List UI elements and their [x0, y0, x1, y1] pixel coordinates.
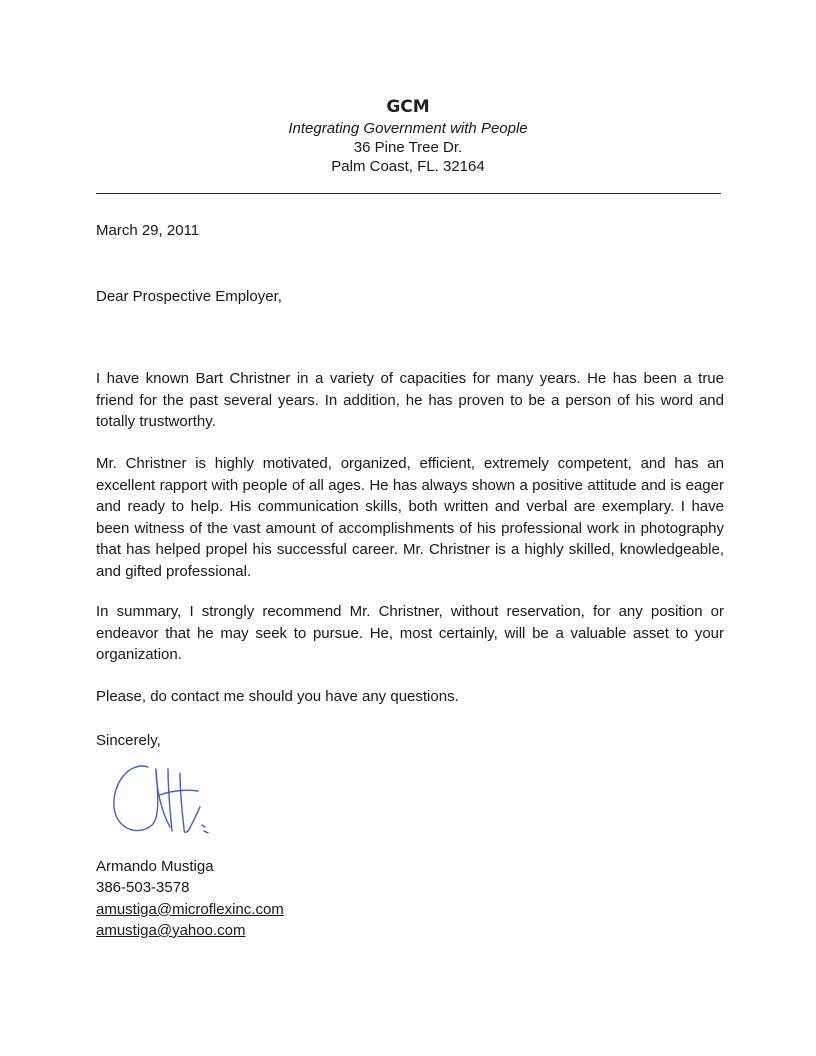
letterhead-divider: [96, 193, 721, 194]
body-paragraph-4: Please, do contact me should you have any questions.: [96, 688, 459, 705]
body-paragraph-2: Mr. Christner is highly motivated, organized, efficient, extremely competent, and has an excellent rapport with people of all ages. He has always shown a positive attitude and is eager and ready to help. His communication skills, both written and verbal are exemplary. I have been witness of the vast amount of accomplishments of his professional work in photography that has helped propel his successful career. Mr. Christner is a highly skilled, knowledgeable, and gifted professional.: [96, 455, 724, 580]
address-line-2: Palm Coast, FL. 32164: [331, 158, 485, 175]
signature-block: [96, 856, 284, 941]
signer-phone: 386-503-3578: [96, 879, 190, 897]
body-paragraph-1: I have known Bart Christner in a variety of capacities for many years. He has been a true friend for the past several years. In addition, he has proven to be a person of his word and totally trustworthy.: [96, 370, 724, 430]
organization-name: GCM: [386, 97, 430, 117]
signer-email-work-link[interactable]: amustiga@microflexinc.com: [96, 900, 284, 918]
letter-date: March 29, 2011: [96, 222, 200, 239]
handwritten-signature: [100, 755, 230, 845]
signer-name: Armando Mustiga: [96, 858, 214, 875]
letterhead: [96, 96, 720, 176]
body-paragraph-3: In summary, I strongly recommend Mr. Christner, without reservation, for any position or endeavor that he may seek to pursue. He, most certainly, will be a valuable asset to your organization.: [96, 603, 724, 663]
signer-email-personal-link[interactable]: amustiga@yahoo.com: [96, 921, 246, 939]
closing: Sincerely,: [96, 732, 161, 749]
address-line-1: 36 Pine Tree Dr.: [353, 139, 463, 156]
organization-tagline: Integrating Government with People: [288, 120, 528, 137]
salutation: Dear Prospective Employer,: [96, 288, 282, 305]
